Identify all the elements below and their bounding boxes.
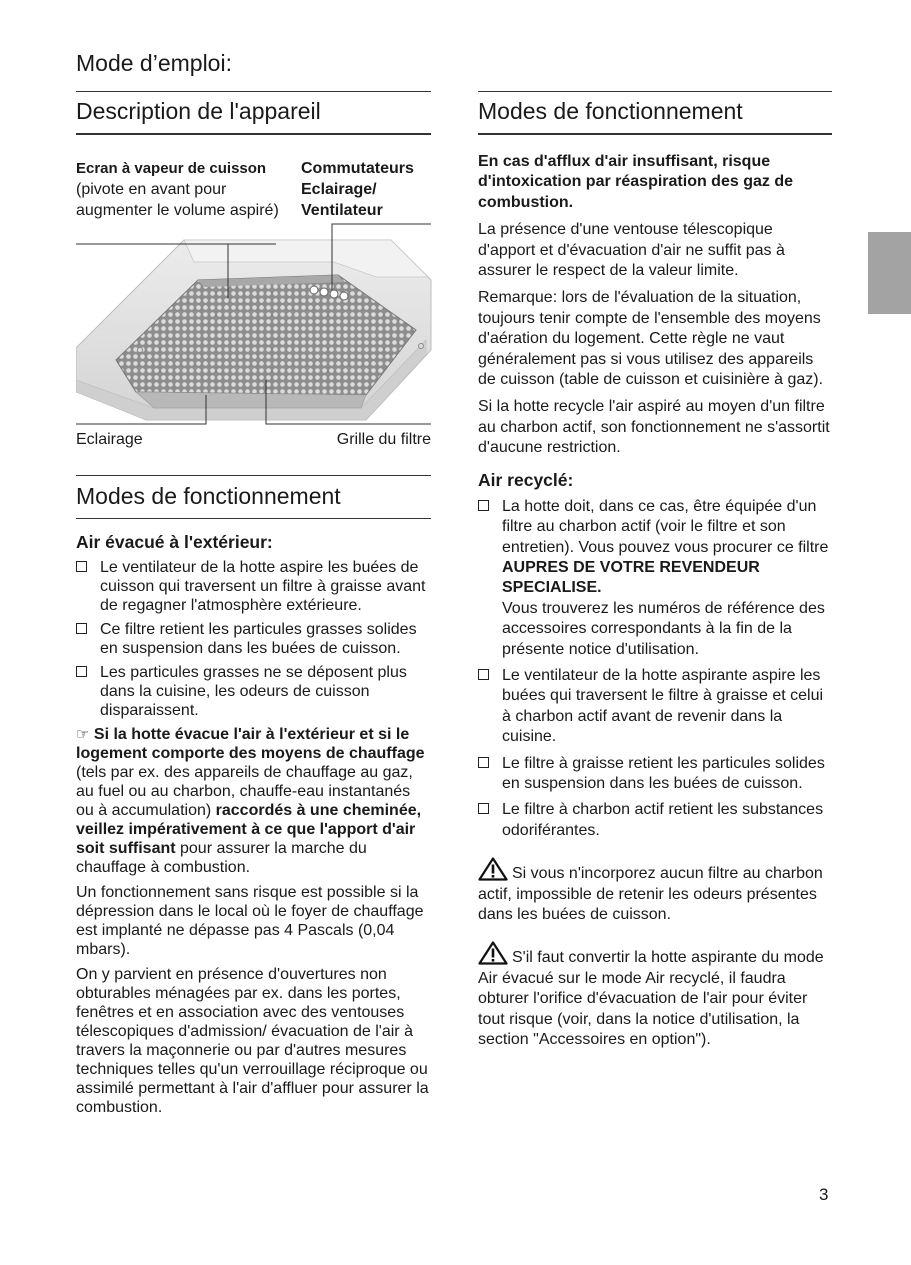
- left-section-modes: [76, 475, 431, 1117]
- divider: [76, 133, 431, 135]
- list-item: [76, 558, 431, 615]
- list-item: [478, 666, 832, 748]
- divider: [76, 91, 431, 92]
- note-bold-1: Si la hotte évacue l'air à l'extérieur et si le logement comporte des moyens de chauffage: [76, 726, 425, 762]
- list-item: [76, 620, 431, 658]
- list-item: [478, 800, 832, 841]
- left-column: [76, 91, 431, 135]
- checkbox-bullet-icon: [76, 666, 87, 677]
- list-item-text: Le ventilateur de la hotte aspire les buées de cuisson qui traversent un filtre à graisse avant de regagner l'atmosphère extérieure.: [100, 559, 426, 614]
- checkbox-bullet-icon: [76, 561, 87, 572]
- note-text-2: pour assurer la marche du chauffage à combustion.: [76, 840, 367, 876]
- page-title: Mode d’emploi:: [76, 50, 232, 76]
- paragraph: Un fonctionnement sans risque est possible si la dépression dans le local où le foyer de chauffage est implanté ne dépasse pas 4 Pascals (0,04 mbars).: [76, 884, 424, 958]
- warning-paragraph: [478, 941, 832, 1050]
- warning-text: Si vous n'incorporez aucun filtre au charbon actif, impossible de retenir les odeurs présentes dans les buées de cuisson.: [478, 865, 823, 923]
- warning-triangle-icon: [478, 857, 508, 881]
- list-item-text: Les particules grasses ne se déposent plus dans la cuisine, les odeurs de cuisson disparaissent.: [100, 664, 407, 719]
- subheading-recycled: Air recyclé:: [478, 469, 574, 490]
- divider: [478, 91, 832, 92]
- list-item: [478, 497, 832, 660]
- label-switches: Commutateurs Eclairage/ Ventilateur: [301, 160, 414, 219]
- checkbox-bullet-icon: [478, 803, 489, 814]
- note-paragraph: [76, 725, 431, 877]
- section-title-modes-right: Modes de fonctionnement: [478, 98, 743, 124]
- list-item-bold: AUPRES DE VOTRE REVENDEUR SPECIALISE.: [502, 558, 760, 597]
- label-filter-grid: Grille du filtre: [336, 431, 431, 448]
- section-title-modes: Modes de fonctionnement: [76, 483, 341, 509]
- note-text-1: (tels par ex. des appareils de chauffage au gaz, au fuel ou au charbon, chauffe-eau instantanés ou à accumulation): [76, 764, 413, 819]
- paragraph: Si la hotte recycle l'air aspiré au moyen d'un filtre au charbon actif, son fonctionnement ne s'assortit d'aucune restriction.: [478, 398, 830, 457]
- section-title-description: Description de l'appareil: [76, 98, 321, 124]
- divider: [478, 133, 832, 135]
- list-item-text: Ce filtre retient les particules grasses solides en suspension dans les buées de cuisson.: [100, 621, 417, 657]
- checkbox-bullet-icon: [478, 500, 489, 511]
- label-lighting: Eclairage: [76, 431, 143, 448]
- warning-paragraph: [478, 857, 832, 925]
- divider: [76, 518, 431, 519]
- checkbox-bullet-icon: [478, 757, 489, 768]
- subheading-exhaust: Air évacué à l'extérieur:: [76, 532, 273, 552]
- list-item-text: La hotte doit, dans ce cas, être équipée d'un filtre au charbon actif (voir le filtre et son entretien). Vous pouvez vous procurer ce filtre: [502, 497, 829, 556]
- checkbox-bullet-icon: [478, 669, 489, 680]
- pointing-hand-icon: ☞: [76, 725, 90, 743]
- chapter-tab: [868, 232, 911, 314]
- list-item-text: Le filtre à charbon actif retient les substances odoriférantes.: [502, 801, 824, 839]
- checkbox-bullet-icon: [76, 623, 87, 634]
- label-vapor-screen: [76, 158, 291, 221]
- paragraph: Remarque: lors de l'évaluation de la situation, toujours tenir compte de l'ensemble des moyens d'aération du logement. Cette règle ne vaut généralement pas si vous utilisez des appareils de cuisson (table de cuisson et cuisinière à gaz).: [478, 289, 824, 389]
- page-number: 3: [819, 1185, 829, 1204]
- paragraph: On y parvient en présence d'ouvertures non obturables ménagées par ex. dans les portes, fenêtres et en association avec des ventouses télescopiques d'admission/ évacuation de l'air à travers la maçonnerie ou par d'autres mesures techniques telles qu'un verrouillage réciproque ou assimilé permettant à l'air d'affluer pour assurer la combustion.: [76, 966, 429, 1116]
- divider: [76, 475, 431, 476]
- list-item-text: Le filtre à graisse retient les particules solides en suspension dans les buées de cuisson.: [502, 754, 825, 792]
- list-item-text: Le ventilateur de la hotte aspirante aspire les buées qui traversent le filtre à graisse et celui à charbon actif avant de revenir dans la cuisine.: [502, 666, 824, 746]
- note-bold-2: raccordés à une cheminée, veillez impérativement à ce que l'apport d'air soit suffisant: [76, 802, 422, 857]
- label-vapor-screen-title: Ecran à vapeur de cuisson: [76, 160, 267, 177]
- list-item: [478, 754, 832, 795]
- paragraph: La présence d'une ventouse télescopique d'apport et d'évacuation d'air ne suffit pas à assurer le respect de la valeur limite.: [478, 221, 785, 280]
- right-column: [478, 91, 832, 1050]
- list-item-text: Vous trouverez les numéros de référence des accessoires correspondants à la fin de la présente notice d'utilisation.: [502, 599, 825, 658]
- range-hood-diagram: [76, 220, 436, 430]
- label-vapor-screen-desc: (pivote en avant pour augmenter le volume aspiré): [76, 181, 279, 219]
- warning-text: S'il faut convertir la hotte aspirante du mode Air évacué sur le mode Air recyclé, il faudra obturer l'orifice d'évacuation de l'air pour éviter tout risque (voir, dans la notice d'utilisation, la section "Accessoires en option").: [478, 949, 824, 1049]
- list-item: [76, 663, 431, 720]
- warning-heading: En cas d'afflux d'air insuffisant, risque d'intoxication par réaspiration des gaz de combustion.: [478, 153, 793, 211]
- warning-triangle-icon: [478, 941, 508, 965]
